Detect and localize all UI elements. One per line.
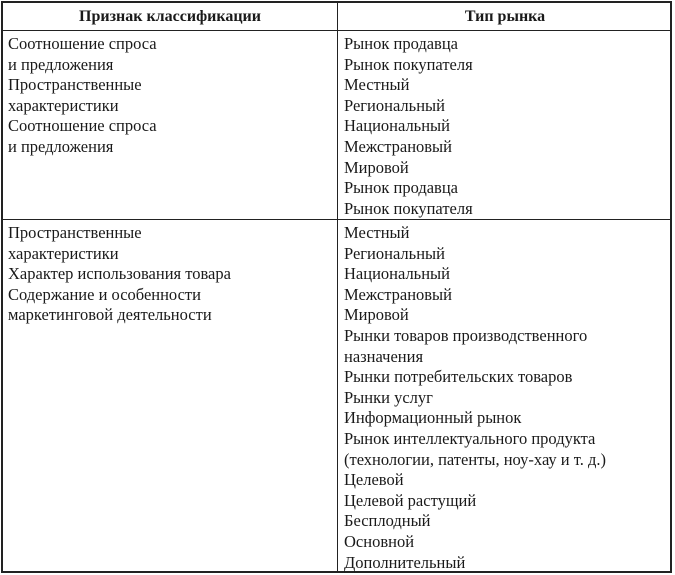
- market-type-line: Межстрановый: [344, 284, 452, 304]
- criteria-line: Пространственные: [8, 75, 142, 95]
- criteria-line: Соотношение спроса: [8, 34, 157, 53]
- market-type-line: Рынок покупателя: [344, 198, 473, 218]
- market-type-line: Межстрановый: [344, 136, 452, 156]
- market-type-line: Целевой растущий: [344, 490, 477, 510]
- criteria-line: и предложения: [8, 136, 114, 156]
- market-type-line: Местный: [344, 75, 410, 95]
- market-type-line: Национальный: [344, 116, 450, 136]
- market-type-line: (технологии, патенты, ноу-хау и т. д.): [344, 449, 607, 469]
- market-type-line: Мировой: [344, 305, 409, 325]
- criteria-line: Пространственные: [8, 223, 142, 242]
- header-divider: [3, 30, 670, 31]
- market-type-line: Региональный: [344, 243, 445, 263]
- market-type-line: Информационный рынок: [344, 408, 522, 428]
- market-type-line: Рынок продавца: [344, 34, 459, 53]
- market-type-line: Дополнительный: [344, 552, 466, 572]
- market-type-line: Бесплодный: [344, 511, 431, 531]
- criteria-line: Содержание и особенности: [8, 284, 201, 304]
- market-type-line: Рынки услуг: [344, 387, 433, 407]
- criteria-line: маркетинговой деятельности: [8, 305, 212, 325]
- row-2-types-cell: [344, 223, 669, 573]
- row-2-criteria-cell: [8, 223, 333, 326]
- criteria-line: Характер использования товара: [8, 264, 231, 284]
- market-type-line: Рынок покупателя: [344, 54, 473, 74]
- market-type-line: Местный: [344, 223, 410, 242]
- market-type-line: Региональный: [344, 95, 445, 115]
- criteria-line: характеристики: [8, 95, 119, 115]
- market-type-line: Основной: [344, 531, 415, 551]
- market-type-line: Рынки товаров производственного: [344, 325, 588, 345]
- criteria-line: и предложения: [8, 54, 114, 74]
- row-1-types-cell: [344, 34, 669, 219]
- market-type-line: Рынок интеллектуального продукта: [344, 428, 596, 448]
- row-1-criteria-cell: [8, 34, 333, 158]
- header-criteria: Признак классификации: [79, 8, 261, 25]
- market-type-line: назначения: [344, 346, 424, 366]
- criteria-line: характеристики: [8, 243, 119, 263]
- header-market-type: Тип рынка: [464, 8, 546, 25]
- market-type-line: Рынок продавца: [344, 178, 459, 198]
- market-type-line: Рынки потребительских товаров: [344, 367, 573, 387]
- market-type-line: Мировой: [344, 157, 409, 177]
- market-type-line: Целевой: [344, 470, 404, 490]
- classification-table: [1, 1, 672, 573]
- market-type-line: Национальный: [344, 264, 450, 284]
- column-divider: [337, 3, 338, 571]
- criteria-line: Соотношение спроса: [8, 116, 157, 136]
